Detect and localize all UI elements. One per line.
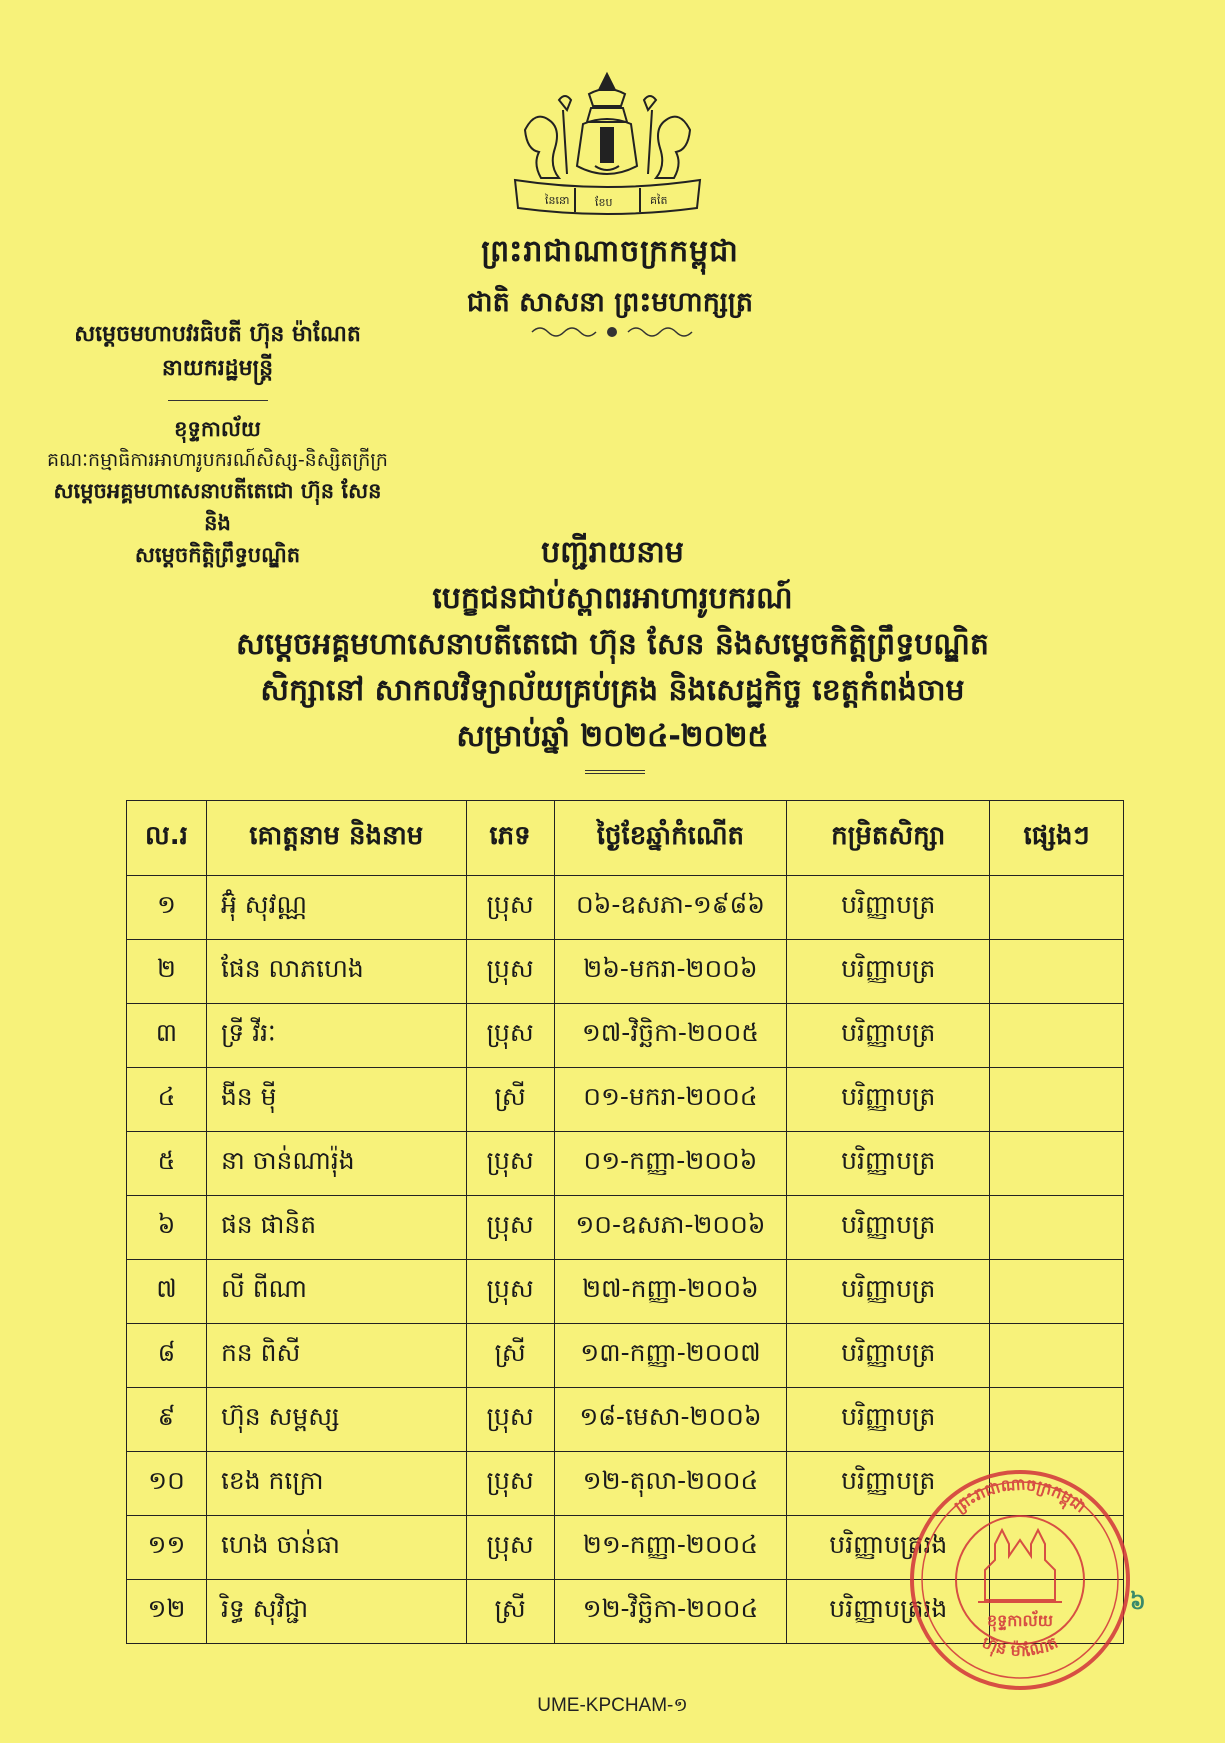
cell-name: ផែន លាភហេង [206, 940, 466, 1004]
cell-dob: ១២-តុលា-២០០៤ [554, 1452, 787, 1516]
header-dob: ថ្ងៃខែឆ្នាំកំណើត [554, 801, 787, 876]
cell-level: បរិញ្ញាបត្រ [787, 1388, 990, 1452]
cell-level: បរិញ្ញាបត្រ [787, 1196, 990, 1260]
svg-text:ខែប: ខែប [595, 196, 613, 209]
header-other: ផ្សេងៗ [990, 801, 1124, 876]
table-row [127, 1132, 1124, 1196]
cell-other [990, 1196, 1124, 1260]
issuer-sponsor-line2: សម្តេចកិត្តិព្រឹទ្ធបណ្ឌិត [134, 543, 301, 567]
cell-level: បរិញ្ញាបត្រ [787, 1324, 990, 1388]
cell-sex: ប្រុស [466, 1260, 554, 1324]
svg-text:ព្រះរាជាណាចក្រកម្ពុជា: ព្រះរាជាណាចក្រកម្ពុជា [950, 1474, 1090, 1517]
cell-sex: ប្រុស [466, 1132, 554, 1196]
cell-dob: ១៣-កញ្ញា-២០០៧ [554, 1324, 787, 1388]
issuer-committee: គណៈកម្មាធិការអាហារូបករណ៍សិស្ស-និស្សិតក្រីក្រ [47, 449, 388, 471]
cell-other [990, 1260, 1124, 1324]
footer-document-code: UME-KPCHAM-១ [537, 1695, 688, 1716]
table-row [127, 1196, 1124, 1260]
cell-name: ហ៊ុន សម្ពស្ស [206, 1388, 466, 1452]
cell-dob: ១២-វិច្ឆិកា-២០០៤ [554, 1580, 787, 1644]
cell-level: បរិញ្ញាបត្រ [787, 1004, 990, 1068]
cell-name: រិទ្ធ សុវិជ្ជា [206, 1580, 466, 1644]
title-line-3: សម្តេចអគ្គមហាសេនាបតីតេជោ ហ៊ុន សែន និងសម្តេចកិត្តិព្រឹទ្ធបណ្ឌិត [236, 627, 989, 662]
cell-name: ទ្រី វីរៈ [206, 1004, 466, 1068]
cell-no: ៩ [127, 1388, 207, 1452]
cell-dob: ០៦-ឧសភា-១៩៨៦ [554, 876, 787, 940]
cell-name: លី ពីណា [206, 1260, 466, 1324]
title-line-2: បេក្ខជនជាប់ស្ពាពរអាហារូបករណ៍ [432, 581, 793, 616]
table-row [127, 876, 1124, 940]
header-level: កម្រិតសិក្សា [787, 801, 990, 876]
cell-other [990, 1068, 1124, 1132]
cell-other [990, 876, 1124, 940]
svg-text:ខុទ្ទកាល័យ: ខុទ្ទកាល័យ [986, 1611, 1054, 1630]
cell-dob: ១៧-វិច្ឆិកា-២០០៥ [554, 1004, 787, 1068]
cell-sex: ប្រុស [466, 1516, 554, 1580]
cell-name: នា ចាន់ណារ៉ុង [206, 1132, 466, 1196]
cell-level: បរិញ្ញាបត្ររង [787, 1580, 990, 1644]
cell-name: ហេង ចាន់ធា [206, 1516, 466, 1580]
cell-no: ៣ [127, 1004, 207, 1068]
table-row [127, 1068, 1124, 1132]
title-line-5: សម្រាប់ឆ្នាំ ២០២៤-២០២៥ [456, 719, 769, 754]
kingdom-title: ព្រះរាជាណាចក្រកម្ពុជា [481, 234, 739, 269]
cell-level: បរិញ្ញាបត្រ [787, 1068, 990, 1132]
cell-sex: ប្រុស [466, 1388, 554, 1452]
cell-dob: ០១-មករា-២០០៤ [554, 1068, 787, 1132]
cell-name: ខេង កក្រោ [206, 1452, 466, 1516]
cell-no: ៥ [127, 1132, 207, 1196]
header-no: ល.រ [127, 801, 207, 876]
cell-other [990, 1388, 1124, 1452]
cell-level: បរិញ្ញាបត្រ [787, 940, 990, 1004]
header-name: គោត្តនាម និងនាម [206, 801, 466, 876]
cell-sex: ស្រី [466, 1324, 554, 1388]
cell-sex: ប្រុស [466, 1196, 554, 1260]
cell-no: ១២ [127, 1580, 207, 1644]
cell-no: ៨ [127, 1324, 207, 1388]
cell-other [990, 940, 1124, 1004]
cell-level: បរិញ្ញាបត្រ [787, 876, 990, 940]
cell-dob: ១០-ឧសភា-២០០៦ [554, 1196, 787, 1260]
table-row [127, 1004, 1124, 1068]
table-row [127, 1324, 1124, 1388]
cell-no: ៦ [127, 1196, 207, 1260]
table-row [127, 940, 1124, 1004]
table-row [127, 1388, 1124, 1452]
cell-dob: ២១-កញ្ញា-២០០៤ [554, 1516, 787, 1580]
cell-name: កន ពិសី [206, 1324, 466, 1388]
title-line-4: សិក្សានៅ សាកលវិទ្យាល័យគ្រប់គ្រង និងសេដ្ឋកិច្ច ខេត្តកំពង់ចាម [260, 673, 965, 708]
national-motto: ជាតិ សាសនា ព្រះមហាក្សត្រ [466, 287, 754, 318]
cell-level: បរិញ្ញាបត្រ [787, 1452, 990, 1516]
issuer-divider [168, 400, 268, 401]
title-divider [585, 770, 645, 774]
cell-name: អ៊ុំ សុវណ្ណ [206, 876, 466, 940]
cell-sex: ប្រុស [466, 876, 554, 940]
page-mark: ៦ [1130, 1590, 1146, 1615]
header-sex: ភេទ [466, 801, 554, 876]
cell-dob: ០១-កញ្ញា-២០០៦ [554, 1132, 787, 1196]
cell-no: ៧ [127, 1260, 207, 1324]
cell-name: ផន ផានិត [206, 1196, 466, 1260]
cell-other [990, 1324, 1124, 1388]
cell-other [990, 1132, 1124, 1196]
cell-no: ២ [127, 940, 207, 1004]
svg-text:ហ៊ុន ម៉ាណែត: ហ៊ុន ម៉ាណែត [979, 1632, 1061, 1661]
cell-sex: ប្រុស [466, 940, 554, 1004]
cell-level: បរិញ្ញាបត្ររង [787, 1516, 990, 1580]
issuer-office: ខុទ្ទកាល័យ [174, 417, 261, 441]
document-title [150, 530, 1075, 760]
cell-name: ងីន ម៉ី [206, 1068, 466, 1132]
official-seal-icon [890, 1460, 1150, 1700]
title-line-1: បញ្ជីរាយនាម [541, 535, 684, 570]
cell-sex: ស្រី [466, 1068, 554, 1132]
cell-dob: ២៧-កញ្ញា-២០០៦ [554, 1260, 787, 1324]
royal-coat-of-arms-icon [505, 70, 710, 220]
cell-no: ១ [127, 876, 207, 940]
cell-level: បរិញ្ញាបត្រ [787, 1260, 990, 1324]
table-header-row [127, 801, 1124, 876]
cell-other [990, 1004, 1124, 1068]
cell-dob: ២៦-មករា-២០០៦ [554, 940, 787, 1004]
issuer-name: សម្តេចមហាបវរធិបតី ហ៊ុន ម៉ាណែត [74, 322, 361, 347]
cell-sex: ស្រី [466, 1580, 554, 1644]
cell-no: ១០ [127, 1452, 207, 1516]
issuer-role: នាយករដ្ឋមន្ត្រី [161, 356, 274, 381]
cell-dob: ១៨-មេសា-២០០៦ [554, 1388, 787, 1452]
divider-ornament-icon [527, 322, 697, 342]
issuer-sponsor-line1: សម្តេចអគ្គមហាសេនាបតីតេជោ ហ៊ុន សែន និង [53, 479, 382, 535]
svg-text:គតៃ: គតៃ [650, 194, 668, 207]
cell-sex: ប្រុស [466, 1004, 554, 1068]
svg-text:នៃនោ: នៃនោ [545, 194, 570, 207]
cell-level: បរិញ្ញាបត្រ [787, 1132, 990, 1196]
cell-no: ១១ [127, 1516, 207, 1580]
cell-sex: ប្រុស [466, 1452, 554, 1516]
table-row [127, 1260, 1124, 1324]
cell-no: ៤ [127, 1068, 207, 1132]
